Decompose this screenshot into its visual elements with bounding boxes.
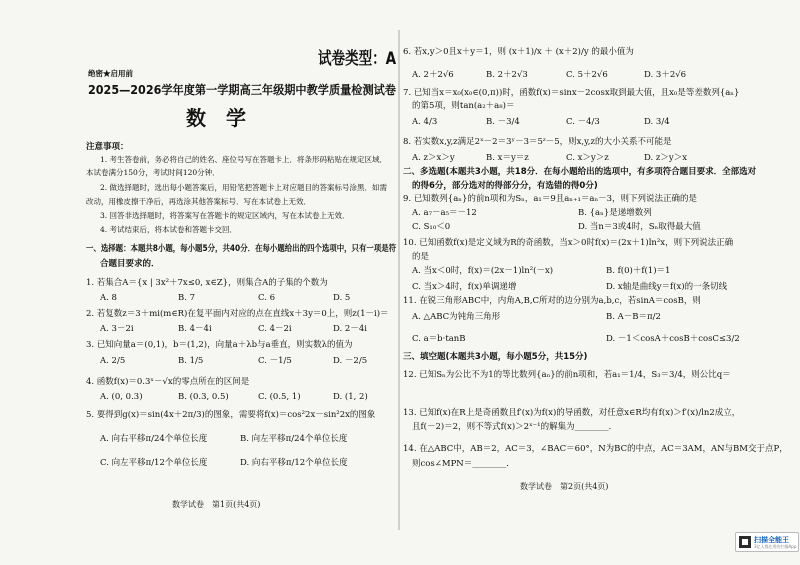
secret-mark: 绝密★启用前 [88, 69, 133, 78]
q5-option-b: B. 向左平移π/24个单位长度 [240, 434, 348, 444]
q5-option-a: A. 向右平移π/24个单位长度 [100, 434, 208, 444]
question-5: 5. 要得到g(x)＝sin(4x＋2π/3)的图象，需要将f(x)＝cos²2x－sin²2x的图象 [86, 410, 376, 420]
q1-option-d: D. 5 [333, 293, 351, 303]
exam-title: 2025—2026学年度第一学期高三年级期中教学质量检测试卷 [88, 83, 396, 97]
q8-option-c: C. x＞y＞z [566, 153, 609, 163]
q1-option-b: B. 7 [178, 293, 196, 303]
question-12: 12. 已知Sₙ为公比不为1的等比数列{aₙ}的前n项和，若a₁＝1/4，S₃＝3/4，则公比q＝ [403, 370, 731, 380]
q6-option-d: D. 3＋2√6 [644, 70, 687, 80]
question-14-cont: 则cos∠MPN＝________． [412, 459, 515, 469]
q11-option-d: D. －1＜cosA＋cosB＋cosC≤3/2 [606, 334, 740, 344]
q4-option-d: D. (1, 2) [333, 392, 368, 402]
notice-5: 3. 回答非选择题时，将答案写在答题卡的规定区域内，写在本试卷上无效． [100, 211, 350, 220]
q6-option-b: B. 2＋2√3 [486, 70, 528, 80]
question-3: 3. 已知向量a＝(0,1)，b＝(1,2)，向量a＋λb与a垂直，则实数λ的值为 [86, 340, 353, 350]
q6-option-c: C. 5＋2√6 [566, 70, 608, 80]
q4-option-b: B. (0.3, 0.5) [178, 392, 229, 402]
notice-2: 本试卷满分150分，考试时间120分钟． [86, 168, 220, 177]
question-13-cont: 且f(－2)＝2，则不等式f(x)＞2ˣ⁻¹的解集为________． [412, 422, 618, 432]
q4-option-c: C. (0.5, 1) [258, 392, 301, 402]
q10-option-c: C. 当x＞4时，f(x)单调递增 [412, 282, 517, 292]
question-8: 8. 若实数x,y,z满足2ˣ－2＝3ʸ－3＝5ᶻ－5，则x,y,z的大小关系不可能是 [403, 137, 672, 147]
q1-option-a: A. 8 [100, 293, 117, 303]
q10-option-d: D. x轴是曲线y＝f(x)的一条切线 [606, 282, 728, 292]
question-9: 9. 已知数列{aₙ}的前n项和为Sₙ，a₁＝9且aₙ₊₁＝aₙ－3，则下列说法正确的是 [403, 194, 698, 204]
q8-option-b: B. x＝y＝z [486, 153, 529, 163]
q8-option-d: D. z＞y＞x [644, 153, 687, 163]
q10-option-b: B. f(0)＋f(1)＝1 [606, 266, 671, 276]
question-11: 11. 在锐三角形ABC中，内角A,B,C所对的边分别为a,b,c，若sinA＝cosB，则 [403, 296, 701, 306]
question-13: 13. 已知f(x)在R上是奇函数且f′(x)为f(x)的导函数，对任意x∈R均有f(x)＞f′(x)/ln2成立， [403, 408, 741, 418]
q5-option-d: D. 向右平移π/12个单位长度 [240, 458, 348, 468]
exam-page-2 [400, 0, 800, 565]
q3-option-a: A. 2/5 [100, 356, 126, 366]
question-14: 14. 在△ABC中，AB＝2，AC＝3，∠BAC＝60°，N为BC的中点，AC＝3AM，AN与BM交于点P， [403, 444, 788, 454]
question-1: 1. 若集合A＝{x | 3x²＋7x≤0, x∈Z}，则集合A的子集的个数为 [86, 278, 328, 288]
page-2-footer: 数学试卷 第2页(共4页) [520, 482, 609, 491]
notice-6: 4. 考试结束后，将本试卷和答题卡交回． [100, 225, 238, 234]
notice-4: 改动，用橡皮擦干净后，再选涂其他答案标号．写在本试卷上无效． [86, 197, 311, 206]
q7-option-a: A. 4/3 [412, 117, 438, 127]
section-2-heading: 二、多选题(本题共3小题，共18分．在每小题给出的选项中，有多项符合题目要求．全部选对 [403, 167, 757, 177]
section-2-heading-cont: 的得6分，部分选对的得部分分，有选错的得0分) [412, 181, 598, 191]
q7-option-b: B. －3/4 [486, 117, 520, 127]
question-7-cont: 的第5项，则tan(a₂＋a₈)＝ [412, 101, 515, 111]
q2-option-d: D. 2－4i [333, 324, 367, 334]
page-1-footer: 数学试卷 第1页(共4页) [172, 500, 261, 509]
q11-option-a: A. △ABC为钝角三角形 [412, 312, 501, 322]
q3-option-d: D. －2/5 [333, 356, 368, 366]
q9-option-d: D. 当n＝3或4时，Sₙ取得最大值 [578, 222, 701, 232]
section-1-heading: 一、选择题：本题共8小题，每小题5分，共40分．在每小题给出的四个选项中，只有一项是符 [86, 244, 397, 254]
notice-1: 1. 考生答卷前，务必将自己的姓名、座位号写在答题卡上．将条形码粘贴在规定区域． [100, 155, 388, 164]
watermark-subtitle: 3亿人都在用的扫描App [754, 544, 797, 549]
question-10: 10. 已知函数f(x)是定义域为R的奇函数，当x＞0时f(x)＝(2x＋1)ln²x，则下列说法正确 [403, 238, 734, 248]
watermark-title: 扫描全能王 [754, 536, 789, 544]
q5-option-c: C. 向左平移π/12个单位长度 [100, 458, 208, 468]
q2-option-b: B. 4－4i [178, 324, 212, 334]
q9-option-c: C. S₁₀＜0 [412, 222, 451, 232]
question-6: 6. 若x,y＞0且x＋y＝1，则 (x＋1)/x ＋ (x＋2)/y 的最小值为 [403, 47, 634, 57]
q2-option-a: A. 3－2i [100, 324, 134, 334]
subject-title: 数学 [186, 106, 266, 130]
q2-option-c: C. 4－2i [258, 324, 292, 334]
q9-option-a: A. a₇－a₅＝－12 [412, 208, 477, 218]
q11-option-b: B. A－B＝π/2 [606, 312, 661, 322]
q11-option-c: C. a＝b·tanB [412, 334, 466, 344]
q9-option-b: B. {aₙ}是递增数列 [578, 208, 652, 218]
question-7: 7. 已知当x＝x₀(x₀∈(0,π))时，函数f(x)＝sinx－2cosx取到最大值，且x₀是等差数列{aₙ} [403, 88, 740, 98]
q3-option-b: B. 1/5 [178, 356, 204, 366]
section-1-heading-cont: 合题目要求的． [100, 259, 160, 269]
question-10-cont: 的是 [412, 252, 430, 262]
q7-option-d: D. 3/4 [644, 117, 670, 127]
q6-option-a: A. 2＋2√6 [412, 70, 454, 80]
q7-option-c: C. －4/3 [566, 117, 600, 127]
scanner-watermark [735, 532, 799, 552]
q1-option-c: C. 6 [258, 293, 276, 303]
q3-option-c: C. －1/5 [258, 356, 292, 366]
q4-option-a: A. (0, 0.3) [100, 392, 143, 402]
q8-option-a: A. z＞x＞y [412, 153, 455, 163]
question-2: 2. 若复数z＝3＋mi(m∈R)在复平面内对应的点在直线x＋3y＝0上，则z(1－i)＝ [86, 309, 389, 319]
notice-3: 2. 做选择题时，选出每小题答案后，用铅笔把答题卡上对应题目的答案标号涂黑．如需 [100, 183, 388, 192]
qr-code-icon [739, 536, 751, 548]
question-4: 4. 函数f(x)＝0.3ˣ－√x的零点所在的区间是 [86, 377, 250, 387]
notice-title: 注意事项： [86, 142, 129, 152]
paper-type: 试卷类型：A [318, 49, 397, 69]
section-3-heading: 三、填空题(本题共3小题，每小题5分，共15分) [403, 352, 588, 362]
q10-option-a: A. 当x＜0时，f(x)＝(2x－1)ln²(－x) [412, 266, 554, 276]
